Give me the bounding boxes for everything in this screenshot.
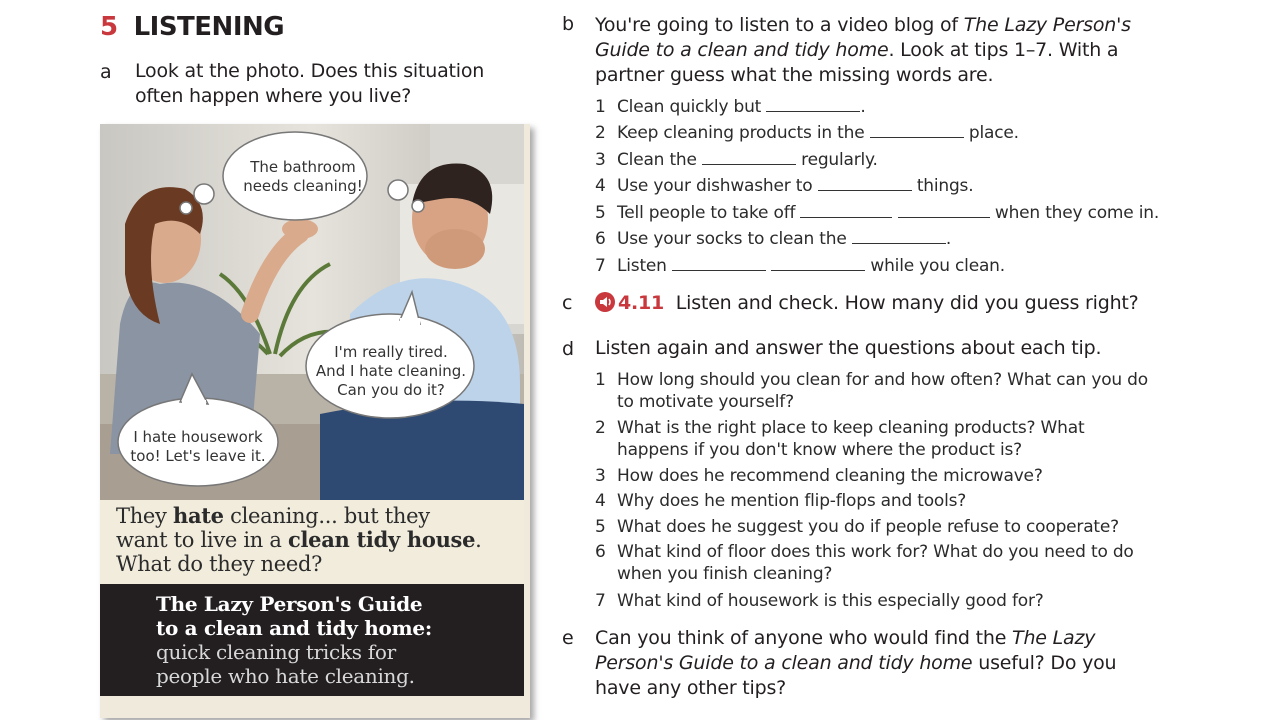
question-item: 7 What kind of housework is this especially good for? — [595, 591, 1044, 611]
exercise-d-text: Listen again and answer the questions about each tip. — [595, 337, 1102, 359]
section-title: LISTENING — [133, 12, 285, 42]
exercise-a-letter: a — [100, 61, 112, 83]
answer-blank[interactable] — [818, 175, 912, 191]
exercise-c-text: 4.11 Listen and check. How many did you guess right? — [595, 291, 1175, 316]
audio-track-number[interactable]: 4.11 — [618, 292, 665, 314]
answer-blank[interactable] — [672, 255, 766, 271]
guide-title: The Lazy Person's Guide to a clean and tidy home: — [156, 592, 432, 640]
exercise-b-text: You're going to listen to a video blog of The Lazy Person's Guide to a clean and tidy home. Look at tips 1–7. With a partner guess what the missing words are. — [595, 14, 1131, 86]
question-item: 6 What kind of floor does this work for? What do you need to do when you finish cleaning? — [595, 542, 1134, 584]
tip-item: 3 Clean the regularly. — [595, 150, 878, 170]
caption-area — [100, 500, 524, 584]
exercise-c-letter: c — [562, 292, 573, 314]
question-item: 5 What does he suggest you do if people refuse to cooperate? — [595, 517, 1119, 537]
photo-caption: They hate cleaning... but they want to live in a clean tidy house. What do they need? — [116, 503, 482, 576]
answer-blank[interactable] — [766, 96, 860, 112]
question-item: 1 How long should you clean for and how often? What can you do to motivate yourself? — [595, 370, 1148, 412]
exercise-d-letter: d — [562, 338, 575, 360]
answer-blank[interactable] — [852, 228, 946, 244]
tip-item: 7 Listen while you clean. — [595, 256, 1005, 276]
answer-blank[interactable] — [870, 122, 964, 138]
guide-title-box — [100, 584, 524, 696]
tip-item: 6 Use your socks to clean the . — [595, 229, 952, 249]
audio-speaker-icon[interactable] — [595, 292, 615, 312]
tip-item: 1 Clean quickly but . — [595, 97, 866, 117]
exercise-e-letter: e — [562, 627, 574, 649]
tip-item: 5 Tell people to take off when they come in. — [595, 203, 1160, 223]
exercise-b-letter: b — [562, 13, 575, 35]
answer-blank[interactable] — [771, 255, 865, 271]
section-number: 5 — [100, 12, 118, 42]
bubble-speech-man: I'm really tired. And I hate cleaning. Can you do it? — [315, 343, 467, 399]
question-item: 2 What is the right place to keep cleaning products? What happens if you don't know where the product is? — [595, 418, 1085, 460]
answer-blank[interactable] — [898, 202, 990, 218]
tip-item: 4 Use your dishwasher to things. — [595, 176, 974, 196]
guide-subtitle: quick cleaning tricks for people who hate cleaning. — [156, 640, 415, 688]
tip-item: 2 Keep cleaning products in the place. — [595, 123, 1019, 143]
bubble-speech-woman: I hate housework too! Let's leave it. — [130, 428, 266, 465]
bubble-thought-woman: The bathroom needs cleaning! — [243, 158, 363, 195]
couple-photo — [100, 124, 524, 500]
answer-blank[interactable] — [702, 149, 796, 165]
exercise-a-text: Look at the photo. Does this situation often happen where you live? — [135, 60, 485, 107]
question-item: 3 How does he recommend cleaning the microwave? — [595, 466, 1043, 486]
answer-blank[interactable] — [800, 202, 892, 218]
exercise-e-text: Can you think of anyone who would find the The Lazy Person's Guide to a clean and tidy home useful? Do you have any other tips? — [595, 627, 1117, 699]
question-item: 4 Why does he mention flip-flops and tools? — [595, 491, 967, 511]
illustration-frame — [100, 124, 530, 718]
bottom-strip — [100, 696, 524, 718]
section-heading — [100, 12, 284, 42]
